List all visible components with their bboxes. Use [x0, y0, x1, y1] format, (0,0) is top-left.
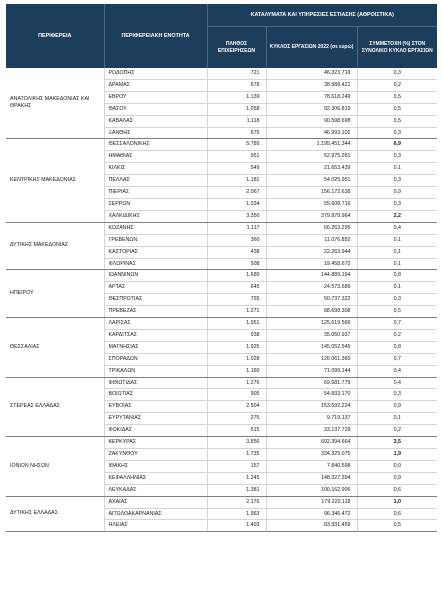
unit-name-cell: ΦΘΙΩΤΙΔΑΣ	[104, 377, 207, 389]
region-name-cell: ΔΥΤΙΚΗΣ ΜΑΚΕΔΟΝΙΑΣ	[6, 222, 104, 270]
turnover-cell: 9.719.137	[266, 413, 357, 425]
turnover-cell: 126.061.360	[266, 353, 357, 365]
table-row	[6, 318, 437, 330]
turnover-cell: 69.681.779	[266, 377, 357, 389]
firms-count-cell: 1.334	[207, 198, 266, 210]
unit-name-cell: ΕΥΒΟΙΑΣ	[104, 401, 207, 413]
firms-count-cell: 1.680	[207, 270, 266, 282]
share-percent-cell: 0,1	[357, 234, 437, 246]
share-percent-cell: 0,4	[357, 377, 437, 389]
unit-name-cell: ΓΡΕΒΕΝΩΝ	[104, 234, 207, 246]
unit-name-cell: ΚΑΣΤΟΡΙΑΣ	[104, 246, 207, 258]
turnover-cell: 125.619.566	[266, 318, 357, 330]
share-percent-cell: 6,9	[357, 139, 437, 151]
firms-count-cell: 515	[207, 425, 266, 437]
share-percent-cell: 0,5	[357, 115, 437, 127]
firms-count-cell: 1.160	[207, 365, 266, 377]
turnover-table	[6, 4, 437, 532]
share-percent-cell: 1,0	[357, 496, 437, 508]
unit-name-cell: ΣΠΟΡΑΔΩΝ	[104, 353, 207, 365]
share-percent-cell: 0,5	[357, 103, 437, 115]
firms-count-cell: 1.403	[207, 520, 266, 532]
unit-name-cell: ΒΟΙΩΤΙΑΣ	[104, 389, 207, 401]
firms-count-cell: 1.735	[207, 449, 266, 461]
table-row	[6, 270, 437, 282]
share-percent-cell: 0,8	[357, 270, 437, 282]
unit-name-cell: ΘΕΣΠΡΩΤΙΑΣ	[104, 294, 207, 306]
firms-count-cell: 549	[207, 163, 266, 175]
share-percent-cell: 0,3	[357, 198, 437, 210]
turnover-cell: 153.592.224	[266, 401, 357, 413]
firms-count-cell: 3.350	[207, 210, 266, 222]
turnover-cell: 38.988.421	[266, 79, 357, 91]
unit-name-cell: ΛΕΥΚΑΔΑΣ	[104, 484, 207, 496]
unit-name-cell: ΔΡΑΜΑΣ	[104, 79, 207, 91]
turnover-cell: 22.263.944	[266, 246, 357, 258]
share-percent-cell: 0,5	[357, 520, 437, 532]
share-percent-cell: 0,1	[357, 163, 437, 175]
firms-count-cell: 438	[207, 246, 266, 258]
share-percent-cell: 0,1	[357, 258, 437, 270]
table-row	[6, 377, 437, 389]
turnover-cell: 145.052.545	[266, 341, 357, 353]
table-row	[6, 68, 437, 79]
region-name-cell: ΙΟΝΙΩΝ ΝΗΣΩΝ	[6, 437, 104, 497]
turnover-cell: 35.050.937	[266, 329, 357, 341]
share-percent-cell: 0,3	[357, 127, 437, 139]
turnover-table-sheet	[6, 4, 437, 532]
firms-count-cell: 3.856	[207, 437, 266, 449]
unit-name-cell: ΤΡΙΚΑΛΩΝ	[104, 365, 207, 377]
share-percent-cell: 0,1	[357, 413, 437, 425]
share-percent-cell: 0,0	[357, 460, 437, 472]
firms-count-cell: 1.951	[207, 318, 266, 330]
turnover-cell: 66.263.295	[266, 222, 357, 234]
share-percent-cell: 0,5	[357, 91, 437, 103]
unit-name-cell: ΡΟΔΟΠΗΣ	[104, 68, 207, 79]
firms-column-header: ΠΛΗΘΟΣ ΕΠΙΧΕΙΡΗΣΕΩΝ	[207, 27, 266, 69]
turnover-cell: 1.195.451.344	[266, 139, 357, 151]
unit-name-cell: ΣΕΡΡΩΝ	[104, 198, 207, 210]
share-percent-cell: 1,9	[357, 449, 437, 461]
firms-count-cell: 1.381	[207, 484, 266, 496]
firms-count-cell: 678	[207, 79, 266, 91]
table-row	[6, 222, 437, 234]
turnover-cell: 100.162.906	[266, 484, 357, 496]
unit-name-cell: ΕΥΡΥΤΑΝΙΑΣ	[104, 413, 207, 425]
unit-column-header: ΠΕΡΙΦΕΡΕΙΑΚΗ ΕΝΟΤΗΤΑ	[104, 4, 207, 68]
turnover-cell: 334.325.075	[266, 449, 357, 461]
unit-name-cell: ΠΡΕΒΕΖΑΣ	[104, 306, 207, 318]
unit-name-cell: ΚΟΖΑΝΗΣ	[104, 222, 207, 234]
firms-count-cell: 5.789	[207, 139, 266, 151]
share-percent-cell: 0,1	[357, 246, 437, 258]
region-column-header: ΠΕΡΙΦΕΡΕΙΑ	[6, 4, 104, 68]
region-name-cell: ΑΝΑΤΟΛΙΚΗΣ ΜΑΚΕΔΟΝΙΑΣ ΚΑΙ ΘΡΑΚΗΣ	[6, 68, 104, 139]
share-percent-cell: 0,3	[357, 151, 437, 163]
share-percent-cell: 0,2	[357, 329, 437, 341]
turnover-column-header: ΚΥΚΛΟΣ ΕΡΓΑΣΙΩΝ 2022 (σε ευρώ)	[266, 27, 357, 69]
unit-name-cell: ΜΑΓΝΗΣΙΑΣ	[104, 341, 207, 353]
share-percent-cell: 0,7	[357, 318, 437, 330]
turnover-cell: 52.975.281	[266, 151, 357, 163]
turnover-cell: 88.698.308	[266, 306, 357, 318]
firms-count-cell: 1.925	[207, 341, 266, 353]
turnover-cell: 33.137.729	[266, 425, 357, 437]
unit-name-cell: ΙΩΑΝΝΙΝΩΝ	[104, 270, 207, 282]
firms-count-cell: 1.118	[207, 115, 266, 127]
share-percent-cell: 0,6	[357, 484, 437, 496]
firms-count-cell: 1.963	[207, 508, 266, 520]
firms-count-cell: 508	[207, 258, 266, 270]
share-percent-cell: 0,3	[357, 68, 437, 79]
unit-name-cell: ΗΛΕΙΑΣ	[104, 520, 207, 532]
unit-name-cell: ΚΑΡΔΙΤΣΑΣ	[104, 329, 207, 341]
region-name-cell: ΗΠΕΙΡΟΥ	[6, 270, 104, 318]
turnover-cell: 144.889.194	[266, 270, 357, 282]
turnover-cell: 24.573.689	[266, 282, 357, 294]
share-percent-cell: 0,3	[357, 389, 437, 401]
firms-count-cell: 1.117	[207, 222, 266, 234]
share-percent-cell: 0,6	[357, 508, 437, 520]
unit-name-cell: ΚΕΦΑΛΛΗΝΙΑΣ	[104, 472, 207, 484]
firms-count-cell: 1.271	[207, 306, 266, 318]
turnover-cell: 46.323.719	[266, 68, 357, 79]
firms-count-cell: 360	[207, 234, 266, 246]
share-percent-cell: 0,2	[357, 425, 437, 437]
unit-name-cell: ΙΘΑΚΗΣ	[104, 460, 207, 472]
unit-name-cell: ΕΒΡΟΥ	[104, 91, 207, 103]
unit-name-cell: ΦΩΚΙΔΑΣ	[104, 425, 207, 437]
share-percent-cell: 0,3	[357, 175, 437, 187]
table-row	[6, 496, 437, 508]
firms-count-cell: 1.139	[207, 91, 266, 103]
unit-name-cell: ΑΡΤΑΣ	[104, 282, 207, 294]
firms-count-cell: 938	[207, 329, 266, 341]
share-percent-cell: 0,9	[357, 187, 437, 199]
turnover-cell: 46.993.102	[266, 127, 357, 139]
turnover-cell: 92.306.819	[266, 103, 357, 115]
turnover-cell: 11.076.852	[266, 234, 357, 246]
unit-name-cell: ΑΙΤΩΛΟΑΚΑΡΝΑΝΙΑΣ	[104, 508, 207, 520]
unit-name-cell: ΦΛΩΡΙΝΑΣ	[104, 258, 207, 270]
turnover-cell: 90.598.698	[266, 115, 357, 127]
share-percent-cell: 0,9	[357, 401, 437, 413]
turnover-cell: 96.346.472	[266, 508, 357, 520]
share-percent-cell: 0,4	[357, 365, 437, 377]
firms-count-cell: 1.058	[207, 103, 266, 115]
turnover-cell: 54.025.951	[266, 175, 357, 187]
share-column-header: ΣΥΜΜΕΤΟΧΗ (%) ΣΤΟΝ ΣΥΝΟΛΙΚΟ ΚΥΚΛΟ ΕΡΓΑΣΙΩΝ	[357, 27, 437, 69]
turnover-cell: 148.327.394	[266, 472, 357, 484]
unit-name-cell: ΠΕΛΛΑΣ	[104, 175, 207, 187]
unit-name-cell: ΘΕΣΣΑΛΟΝΙΚΗΣ	[104, 139, 207, 151]
share-percent-cell: 0,3	[357, 294, 437, 306]
firms-count-cell: 1.245	[207, 472, 266, 484]
turnover-cell: 21.653.439	[266, 163, 357, 175]
firms-count-cell: 1.276	[207, 377, 266, 389]
firms-count-cell: 275	[207, 413, 266, 425]
unit-name-cell: ΚΑΒΑΛΑΣ	[104, 115, 207, 127]
table-body	[6, 68, 437, 532]
share-percent-cell: 2,2	[357, 210, 437, 222]
share-percent-cell: 3,5	[357, 437, 437, 449]
share-percent-cell: 0,7	[357, 353, 437, 365]
firms-count-cell: 765	[207, 294, 266, 306]
table-row	[6, 139, 437, 151]
share-percent-cell: 0,9	[357, 472, 437, 484]
firms-count-cell: 905	[207, 389, 266, 401]
turnover-cell: 19.458.672	[266, 258, 357, 270]
turnover-cell: 54.833.170	[266, 389, 357, 401]
share-percent-cell: 0,4	[357, 222, 437, 234]
turnover-cell: 602.394.664	[266, 437, 357, 449]
share-percent-cell: 0,5	[357, 306, 437, 318]
firms-count-cell: 1.028	[207, 353, 266, 365]
firms-count-cell: 2.067	[207, 187, 266, 199]
turnover-cell: 50.737.322	[266, 294, 357, 306]
table-row	[6, 437, 437, 449]
unit-name-cell: ΑΧΑΙΑΣ	[104, 496, 207, 508]
unit-name-cell: ΖΑΚΥΝΘΟΥ	[104, 449, 207, 461]
unit-name-cell: ΚΕΡΚΥΡΑΣ	[104, 437, 207, 449]
group-column-header: ΚΑΤΑΛΥΜΑΤΑ ΚΑΙ ΥΠΗΡΕΣΙΕΣ ΕΣΤΙΑΣΗΣ (ΑΘΡΟΙΣΤΙΚΑ)	[207, 4, 437, 27]
turnover-cell: 71.099.144	[266, 365, 357, 377]
unit-name-cell: ΘΑΣΟΥ	[104, 103, 207, 115]
turnover-cell: 156.172.638	[266, 187, 357, 199]
share-percent-cell: 0,2	[357, 79, 437, 91]
unit-name-cell: ΧΑΛΚΙΔΙΚΗΣ	[104, 210, 207, 222]
firms-count-cell: 721	[207, 68, 266, 79]
turnover-cell: 379.878.964	[266, 210, 357, 222]
turnover-cell: 55.608.716	[266, 198, 357, 210]
unit-name-cell: ΠΙΕΡΙΑΣ	[104, 187, 207, 199]
firms-count-cell: 2.176	[207, 496, 266, 508]
turnover-cell: 83.931.459	[266, 520, 357, 532]
unit-name-cell: ΗΜΑΘΙΑΣ	[104, 151, 207, 163]
firms-count-cell: 1.181	[207, 175, 266, 187]
region-name-cell: ΔΥΤΙΚΗΣ ΕΛΛΑΔΑΣ	[6, 496, 104, 532]
unit-name-cell: ΚΙΛΚΙΣ	[104, 163, 207, 175]
firms-count-cell: 2.504	[207, 401, 266, 413]
region-name-cell: ΘΕΣΣΑΛΙΑΣ	[6, 318, 104, 378]
turnover-cell: 179.220.118	[266, 496, 357, 508]
firms-count-cell: 157	[207, 460, 266, 472]
firms-count-cell: 675	[207, 127, 266, 139]
share-percent-cell: 0,1	[357, 282, 437, 294]
table-header	[6, 4, 437, 68]
turnover-cell: 78.618.249	[266, 91, 357, 103]
share-percent-cell: 0,8	[357, 341, 437, 353]
firms-count-cell: 645	[207, 282, 266, 294]
firms-count-cell: 951	[207, 151, 266, 163]
unit-name-cell: ΛΑΡΙΣΑΣ	[104, 318, 207, 330]
region-name-cell: ΣΤΕΡΕΑΣ ΕΛΛΑΔΑΣ	[6, 377, 104, 437]
turnover-cell: 7.840.598	[266, 460, 357, 472]
region-name-cell: ΚΕΝΤΡΙΚΗΣ ΜΑΚΕΔΟΝΙΑΣ	[6, 139, 104, 222]
unit-name-cell: ΞΑΝΘΗΣ	[104, 127, 207, 139]
